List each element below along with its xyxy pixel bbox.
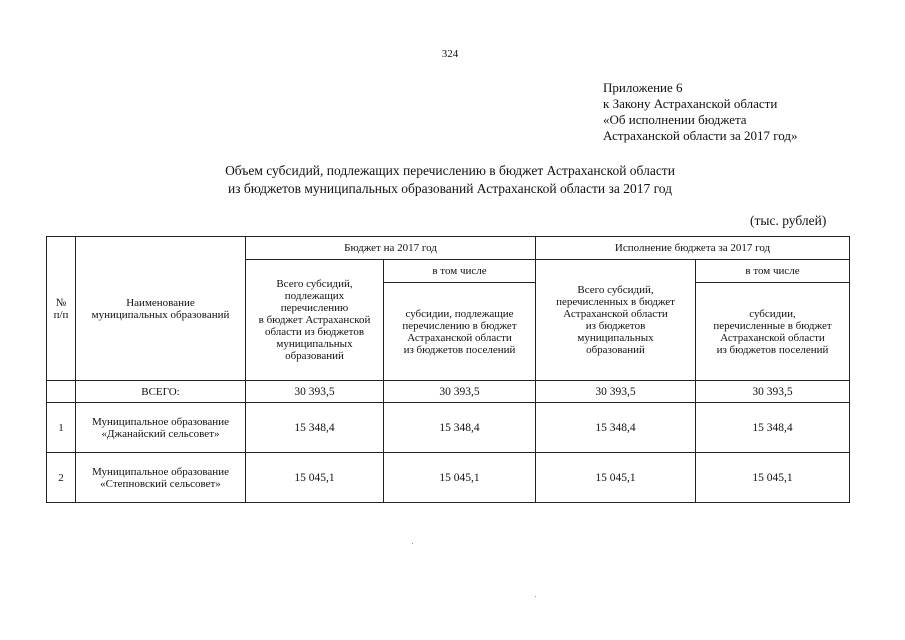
table-row-total	[47, 381, 850, 403]
header-municipality-name: Наименование муниципальных образований	[76, 237, 246, 381]
table-cell: 15 348,4	[536, 403, 696, 453]
header-execution-2017: Исполнение бюджета за 2017 год	[536, 237, 850, 260]
table-cell: 15 045,1	[696, 453, 850, 503]
row-number: 2	[47, 453, 76, 503]
municipality-name: Муниципальное образование «Степновский сельсовет»	[76, 453, 246, 503]
units-label: (тыс. рублей)	[750, 213, 827, 228]
table-cell: 30 393,5	[536, 381, 696, 403]
municipality-name: Муниципальное образование «Джанайский сельсовет»	[76, 403, 246, 453]
table-cell: 30 393,5	[696, 381, 850, 403]
table-cell: 15 348,4	[246, 403, 384, 453]
row-number: 1	[47, 403, 76, 453]
table-cell: 30 393,5	[384, 381, 536, 403]
header-execution-total: Всего субсидий, перечисленных в бюджет Астраханской области из бюджетов муниципальных образований	[536, 260, 696, 381]
page-number: 324	[441, 48, 459, 60]
appendix-line: «Об исполнении бюджета	[603, 112, 747, 127]
total-label: ВСЕГО:	[76, 381, 246, 403]
header-budget-total: Всего субсидий, подлежащих перечислению в бюджет Астраханской области из бюджетов муниципальных образований	[246, 260, 384, 381]
title-line-1: Объем субсидий, подлежащих перечислению в бюджет Астраханской области	[225, 163, 675, 178]
table-cell: 15 045,1	[246, 453, 384, 503]
appendix-reference	[603, 80, 798, 144]
title-line-2: из бюджетов муниципальных образований Астраханской области за 2017 год	[227, 181, 673, 196]
table-cell: 15 348,4	[696, 403, 850, 453]
table-cell: 15 045,1	[384, 453, 536, 503]
table-cell: 15 348,4	[384, 403, 536, 453]
appendix-line: Приложение 6	[603, 80, 683, 95]
table-row	[47, 453, 850, 503]
header-number: № п/п	[47, 237, 76, 381]
table-cell: 30 393,5	[246, 381, 384, 403]
appendix-line: Астраханской области за 2017 год»	[603, 128, 798, 143]
scan-speck	[535, 596, 536, 597]
table-cell: 15 045,1	[536, 453, 696, 503]
header-execution-settlements: субсидии, перечисленные в бюджет Астраханской области из бюджетов поселений	[696, 283, 850, 381]
scan-speck	[412, 543, 413, 544]
subsidy-table	[46, 236, 850, 503]
header-budget-settlements: субсидии, подлежащие перечислению в бюджет Астраханской области из бюджетов поселений	[384, 283, 536, 381]
table-cell	[47, 381, 76, 403]
header-budget-including: в том числе	[384, 260, 536, 283]
header-budget-2017: Бюджет на 2017 год	[246, 237, 536, 260]
header-execution-including: в том числе	[696, 260, 850, 283]
table-row	[47, 403, 850, 453]
document-title	[150, 162, 750, 198]
appendix-line: к Закону Астраханской области	[603, 96, 778, 111]
